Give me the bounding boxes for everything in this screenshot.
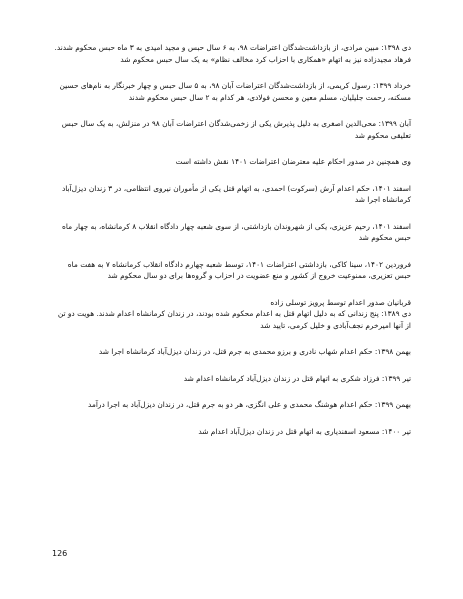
paragraph-bahman-1398: بهمن ۱۳۹۸: حکم اعدام شهاب نادری و برزو محمدی به جرم قتل، در زندان دیزل‌آباد کرمانشاه اجرا شد (98, 347, 411, 356)
paragraph-esfand-1401-rahim-azizi: اسفند ۱۴۰۱، رحیم عزیزی، یکی از شهروندان بازداشتی، از سوی شعبه چهار دادگاه انقلاب ۸ کرمانشاه، به چهار ماه حبس محکوم شد (61, 221, 411, 242)
paragraph-bahman-1399: بهمن ۱۳۹۹: حکم اعدام هوشنگ محمدی و علی انگزی، هر دو به جرم قتل، در زندان دیزل‌آباد به اجرا درآمد (87, 400, 411, 409)
paragraph-tir-1400: تیر ۱۴۰۰: مسعود اسفندیاری به اتهام قتل در زندان دیزل‌آباد اعدام شد (198, 426, 411, 436)
section-heading-execution-victims: قربانیان صدور اعدام توسط پرویز توسلی زاده (270, 297, 411, 307)
paragraph-aban-1399: آبان ۱۳۹۹: محی‌الدین اصغری به دلیل پذیرش یکی از زخمی‌شدگان اعتراضات آبان ۹۸ در منزلش، به یک سال حبس تعلیقی محکوم شد (61, 119, 411, 140)
paragraph-tir-1399: تیر ۱۳۹۹: فرزاد شکری به اتهام قتل در زندان دیزل‌آباد کرمانشاه اعدام شد (183, 373, 411, 383)
paragraph-esfand-1401-arash-ahmadi: اسفند ۱۴۰۱، حکم اعدام آرش (سرکوت) احمدی، به اتهام قتل یکی از مأموران نیروی انتظامی، در ۳ زندان دیزل‌آباد کرمانشاه اجرا شد (62, 183, 411, 204)
paragraph-farvardin-1402-sina-kaki: فروردین ۱۴۰۲، سینا کاکی، بازداشتی اعتراضات ۱۴۰۱، توسط شعبه چهارم دادگاه انقلاب کرمانشاه ۷ به هفت ماه حبس تعزیری، ممنوعیت خروج از کشور و منع عضویت در احزاب و گروه‌ها برای دو سال محکوم شد (67, 259, 411, 280)
paragraph-role-1401-protests: وی همچنین در صدور احکام علیه معترضان اعتراضات ۱۴۰۱ نقش داشته است (175, 157, 411, 166)
document-body (52, 42, 411, 452)
page-number: 126 (52, 549, 68, 558)
paragraph-dey-1398: دی ۱۳۹۸: مبین مرادی، از بازداشت‌شدگان اعتراضات ۹۸، به ۶ سال حبس و مجید امیدی به ۳ ماه حبس محکوم شدند. فرهاد مجیدزاده نیز به اتهام «همکاری با احزاب کرد مخالف نظام» به یک سال حبس محکوم شد (54, 43, 411, 64)
paragraph-khordad-1399: خرداد ۱۳۹۹: رسول کریمی، از بازداشت‌شدگان اعتراضات آبان ۹۸، به ۵ سال حبس و چهار خبرنگار به نام‌های حسین مسکنه، رحمت جلیلیان، مسلم معین و محسن فولادی، هر کدام به ۲ سال حبس محکوم شدند (59, 81, 411, 102)
paragraph-dey-1389: دی ۱۳۸۹: پنج زندانی که به دلیل اتهام قتل به اعدام محکوم شده بودند، در زندان کرمانشاه اعدام شدند. هویت دو تن از آنها امیرخرم نجف‌آبادی و خلیل کرمی، تایید شد (57, 309, 411, 330)
